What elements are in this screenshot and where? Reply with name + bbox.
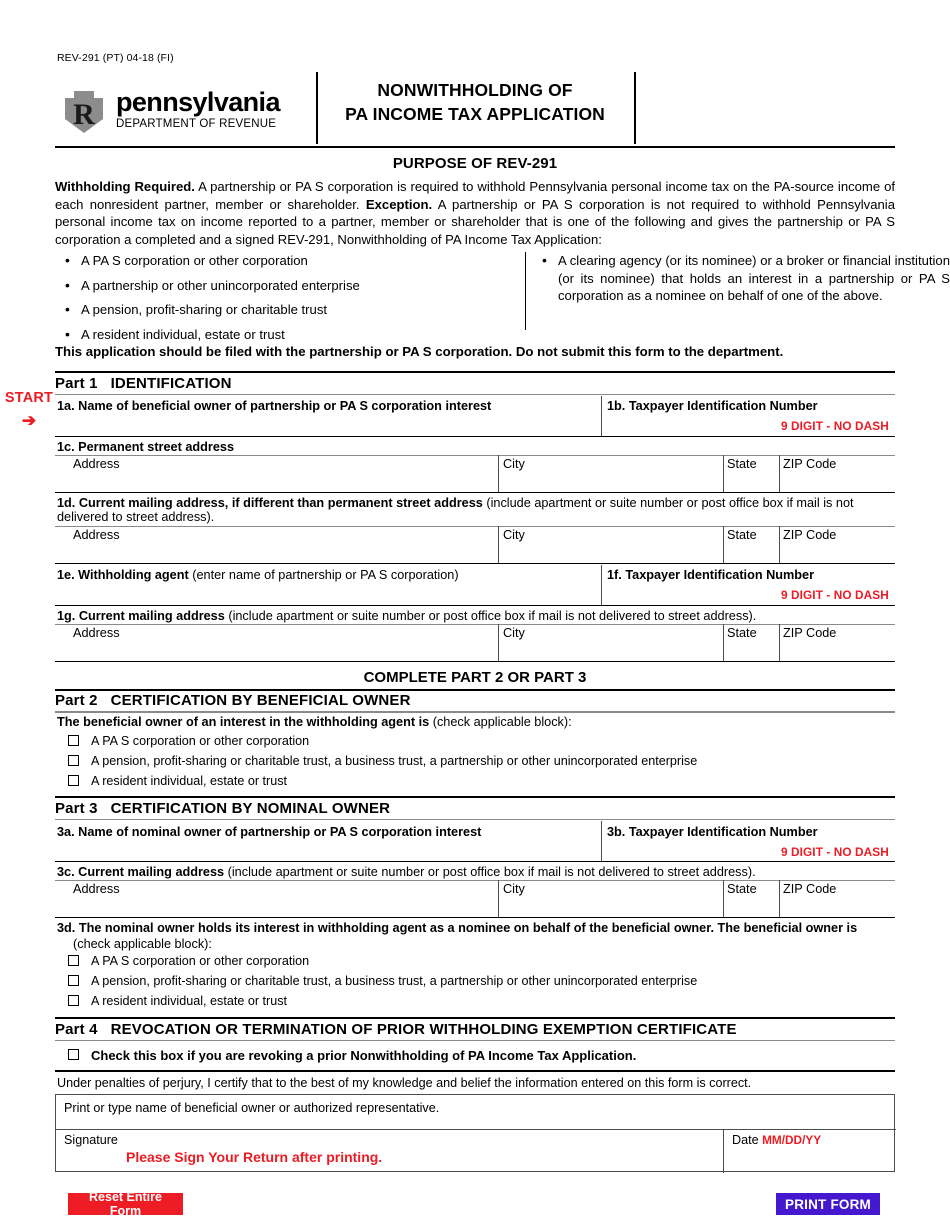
field-1d-zip-label: ZIP Code	[783, 528, 837, 542]
part4-number: Part 4	[55, 1021, 98, 1038]
page-title-line1: NONWITHHOLDING OF	[377, 80, 573, 100]
part4-title: REVOCATION OR TERMINATION OF PRIOR WITHHOLDING EXEMPTION CERTIFICATE	[110, 1021, 737, 1038]
part2-top-rule	[55, 689, 895, 691]
field-3c-state-label: State	[727, 882, 757, 896]
field-1ab-divider	[601, 396, 602, 436]
field-3c-label-bold: 3c. Current mailing address	[57, 865, 225, 879]
part3-checkbox-3[interactable]	[68, 995, 79, 1006]
signature-note: Please Sign Your Return after printing.	[126, 1149, 383, 1165]
field-3c-city-label: City	[503, 882, 525, 896]
field-1g-label-note: (include apartment or suite number or post office box if mail is not delivered to street address).	[224, 609, 757, 623]
purpose-text-2: A partnership or PA S corporation is not required to withhold Pennsylvania personal income tax on income reported to a partner, member or shareholder that is one of the following and gives the partnership or PA S corporation a completed and a signed REV-291, Nonwithholding of PA Income Tax Application:	[55, 196, 895, 248]
field-3a-label: 3a. Name of nominal owner of partnership or PA S corporation interest	[57, 825, 482, 839]
part4-revocation-label: Check this box if you are revoking a prior Nonwithholding of PA Income Tax Application.	[91, 1048, 637, 1063]
part2-intro	[57, 715, 572, 729]
field-1d-rule	[55, 526, 895, 527]
field-3ab-divider	[601, 821, 602, 861]
part3-option-2-label: A pension, profit-sharing or charitable trust, a business trust, a partnership or other unincorporated enterprise	[91, 974, 698, 988]
signature-date-divider	[723, 1129, 724, 1173]
field-1a-label: 1a. Name of beneficial owner of partnership or PA S corporation interest	[57, 399, 492, 413]
start-arrow-icon: ➔	[21, 411, 37, 430]
field-1g-divider-city	[498, 624, 499, 661]
field-1e-label-bold: 1e. Withholding agent	[57, 568, 189, 582]
form-header	[55, 52, 895, 147]
field-1d-label-bold: 1d. Current mailing address, if different than permanent street address	[57, 496, 483, 510]
bullet-item: • A pension, profit-sharing or charitable trust	[63, 301, 473, 319]
field-3d-label: 3d. The nominal owner holds its interest in withholding agent as a nominee on behalf of the beneficial owner. The beneficial owner is	[57, 921, 858, 935]
bullet-item: • A partnership or other unincorporated enterprise	[63, 277, 473, 295]
row-1c-bottom-rule	[55, 492, 895, 493]
part1-number: Part 1	[55, 375, 98, 392]
field-1g-rule	[55, 624, 895, 625]
part3-number: Part 3	[55, 800, 98, 817]
field-3c-zip-label: ZIP Code	[783, 882, 837, 896]
field-1ef-divider	[601, 565, 602, 605]
field-3c-divider-state	[723, 880, 724, 917]
field-1d-divider-zip	[779, 526, 780, 563]
date-format-hint: MM/DD/YY	[762, 1133, 822, 1147]
keystone-icon	[61, 89, 107, 135]
part3-checkbox-1[interactable]	[68, 955, 79, 966]
purpose-exception-lead: Exception.	[365, 196, 433, 212]
part1-title: IDENTIFICATION	[110, 375, 232, 392]
field-3d-sub-label: (check applicable block):	[73, 937, 212, 951]
field-1e-label-note: (enter name of partnership or PA S corporation)	[188, 568, 459, 582]
page-title-line2: PA INCOME TAX APPLICATION	[345, 104, 605, 125]
purpose-lead: Withholding Required.	[55, 179, 195, 194]
part1-header-rule	[55, 394, 895, 395]
date-label-wrap	[732, 1133, 821, 1147]
header-bottom-rule	[55, 146, 895, 148]
part2-number: Part 2	[55, 692, 98, 709]
bullets-left-column	[63, 252, 473, 351]
field-1g-divider-state	[723, 624, 724, 661]
field-3c-divider-city	[498, 880, 499, 917]
field-1f-note: 9 DIGIT - NO DASH	[781, 588, 889, 602]
part4-top-rule	[55, 1017, 895, 1019]
filing-instruction: This application should be filed with the partnership or PA S corporation. Do not submit this form to the department.	[55, 344, 784, 359]
field-1d-divider-city	[498, 526, 499, 563]
field-1c-city-label: City	[503, 457, 525, 471]
part3-checkbox-2[interactable]	[68, 975, 79, 986]
field-3c-divider-zip	[779, 880, 780, 917]
field-1c-divider-zip	[779, 455, 780, 492]
field-1c-zip-label: ZIP Code	[783, 457, 837, 471]
field-1g-city-label: City	[503, 626, 525, 640]
part2-intro-note: (check applicable block):	[429, 715, 572, 729]
part2-title: CERTIFICATION BY BENEFICIAL OWNER	[110, 692, 411, 709]
part1-header	[55, 375, 895, 392]
header-divider-right	[634, 72, 636, 144]
page-title	[316, 78, 634, 126]
signature-block-split	[56, 1129, 896, 1130]
field-1d-divider-state	[723, 526, 724, 563]
part2-header	[55, 692, 895, 709]
row-1g-bottom-rule	[55, 661, 895, 662]
purpose-text-1: A partnership or PA S corporation is required to withhold Pennsylvania personal income tax on the PA-source income of each nonresident partner, member or shareholder.	[55, 179, 896, 212]
field-1e-label	[57, 568, 459, 582]
row-3c-bottom-rule	[55, 917, 895, 918]
field-1g-divider-zip	[779, 624, 780, 661]
signature-label: Signature	[64, 1133, 118, 1147]
field-1c-label: 1c. Permanent street address	[57, 440, 235, 454]
svg-text:R: R	[73, 98, 95, 131]
part4-header	[55, 1021, 895, 1038]
field-3b-label: 3b. Taxpayer Identification Number	[607, 825, 818, 839]
part2-option-2-label: A pension, profit-sharing or charitable trust, a business trust, a partnership or other unincorporated enterprise	[91, 754, 698, 768]
bullets-right-column	[540, 252, 950, 305]
pa-revenue-logo	[61, 89, 280, 135]
field-1b-label: 1b. Taxpayer Identification Number	[607, 399, 818, 413]
part2-header-rule	[55, 711, 895, 713]
perjury-statement: Under penalties of perjury, I certify that to the best of my knowledge and belief the information entered on this form is correct.	[57, 1076, 752, 1090]
form-code: REV-291 (PT) 04-18 (FI)	[57, 52, 174, 64]
part2-intro-bold: The beneficial owner of an interest in the withholding agent is	[57, 715, 430, 729]
field-3c-label-note: (include apartment or suite number or post office box if mail is not delivered to street address).	[224, 865, 756, 879]
part4-revocation-checkbox[interactable]	[68, 1049, 79, 1060]
logo-wordmark: pennsylvania	[116, 87, 280, 117]
part3-header	[55, 800, 895, 817]
bullets-divider	[525, 252, 526, 330]
field-1d-address-label: Address	[73, 528, 120, 542]
field-1g-zip-label: ZIP Code	[783, 626, 837, 640]
reset-entire-form-button[interactable]: Reset Entire Form	[68, 1193, 183, 1215]
part3-option-3-label: A resident individual, estate or trust	[91, 994, 288, 1008]
part2-option-3-label: A resident individual, estate or trust	[91, 774, 288, 788]
row-1ef-bottom-rule	[55, 605, 895, 606]
field-1d-label	[57, 496, 895, 524]
field-1f-label: 1f. Taxpayer Identification Number	[607, 568, 815, 582]
signature-block	[55, 1094, 895, 1172]
part2-checkbox-3[interactable]	[68, 775, 79, 786]
field-3c-rule	[55, 880, 895, 881]
field-1c-state-label: State	[727, 457, 757, 471]
part1-top-rule	[55, 371, 895, 373]
row-1d-bottom-rule	[55, 563, 895, 564]
part4-bottom-rule	[55, 1070, 895, 1072]
field-1b-note: 9 DIGIT - NO DASH	[781, 419, 889, 433]
header-inner	[55, 72, 895, 144]
field-1g-label	[57, 609, 756, 623]
field-1g-label-bold: 1g. Current mailing address	[57, 609, 225, 623]
part3-option-1-label: A PA S corporation or other corporation	[91, 954, 310, 968]
bullet-item: • A clearing agency (or its nominee) or a broker or financial institution (or its nominee) that holds an interest in a partnership or PA S corporation as a nominee on behalf of one of the above.	[540, 252, 950, 305]
field-3c-label	[57, 865, 756, 879]
start-marker	[4, 390, 54, 429]
date-label: Date	[732, 1133, 759, 1147]
part3-title: CERTIFICATION BY NOMINAL OWNER	[110, 800, 391, 817]
field-1d-state-label: State	[727, 528, 757, 542]
logo-department: DEPARTMENT OF REVENUE	[116, 117, 277, 130]
purpose-paragraph	[55, 178, 895, 249]
field-1c-rule	[55, 455, 895, 456]
complete-parts-note: COMPLETE PART 2 OR PART 3	[363, 669, 587, 686]
row-3ab-bottom-rule	[55, 861, 895, 862]
part3-top-rule	[55, 796, 895, 798]
field-1g-state-label: State	[727, 626, 757, 640]
part2-checkbox-2[interactable]	[68, 755, 79, 766]
part3-header-rule	[55, 819, 895, 820]
print-name-label: Print or type name of beneficial owner or authorized representative.	[64, 1101, 440, 1115]
purpose-bullets	[55, 252, 950, 343]
part2-option-1-label: A PA S corporation or other corporation	[91, 734, 310, 748]
bullet-item: • A resident individual, estate or trust	[63, 326, 473, 344]
part2-checkbox-1[interactable]	[68, 735, 79, 746]
field-1d-city-label: City	[503, 528, 525, 542]
logo-wordmark-block	[116, 89, 280, 130]
part4-header-rule	[55, 1040, 895, 1041]
field-1c-address-label: Address	[73, 457, 120, 471]
field-1c-divider-city	[498, 455, 499, 492]
print-form-button[interactable]: PRINT FORM	[776, 1193, 880, 1215]
purpose-heading: PURPOSE OF REV-291	[392, 155, 558, 172]
start-label: START	[4, 390, 54, 406]
field-3b-note: 9 DIGIT - NO DASH	[781, 845, 889, 859]
bullet-item: • A PA S corporation or other corporation	[63, 252, 473, 270]
field-1c-divider-state	[723, 455, 724, 492]
field-3c-address-label: Address	[73, 882, 120, 896]
field-1d-label-note: (include apartment or suite number or post office box if mail is not delivered to street address).	[57, 496, 854, 524]
row-1ab-bottom-rule	[55, 436, 895, 437]
field-1g-address-label: Address	[73, 626, 120, 640]
